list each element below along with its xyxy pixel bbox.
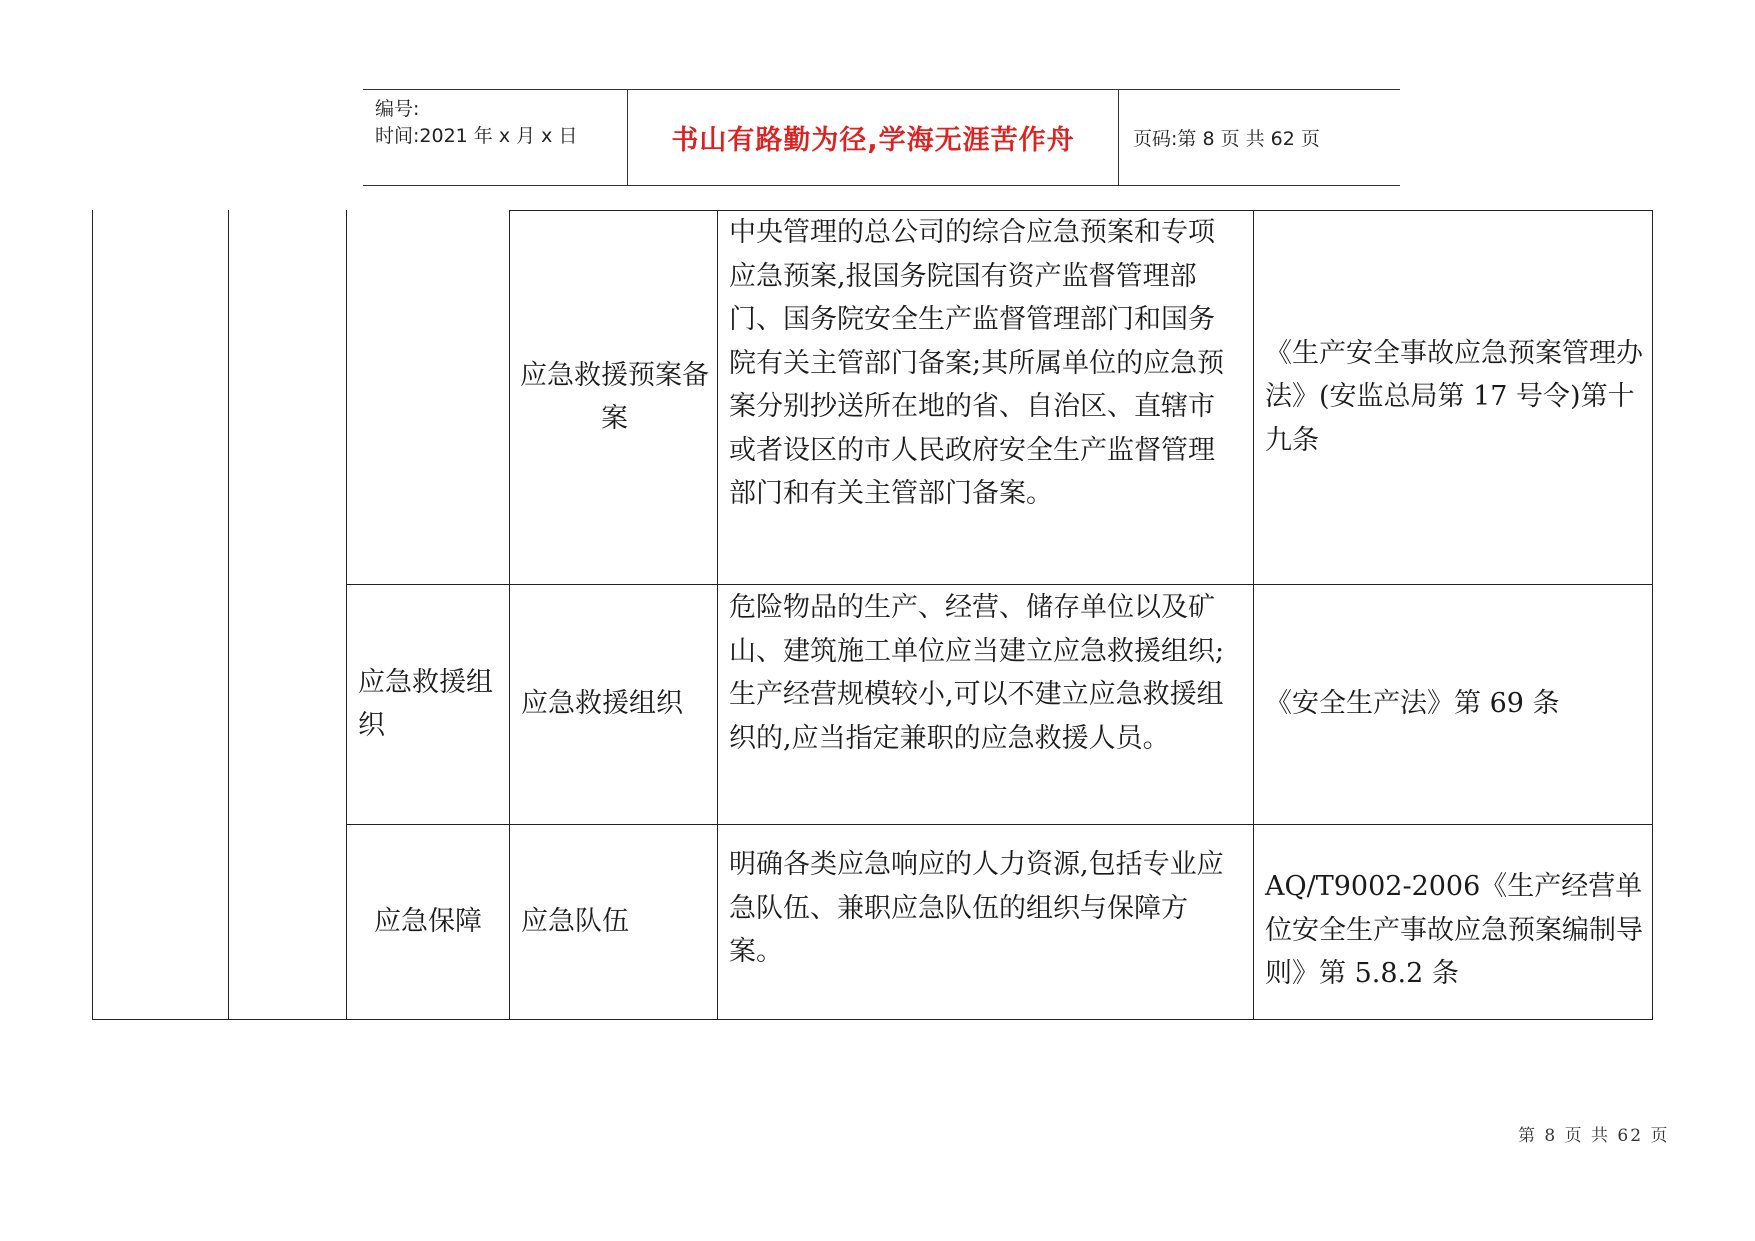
basis-text: 《安全生产法》第 69 条 [1265,688,1560,720]
category-text: 应急救援组织 [358,666,493,741]
column-divider [1253,210,1254,1020]
header-motto-cell [628,90,1119,185]
table-row [517,210,712,584]
basis-text: 《生产安全事故应急预案管理办法》(安监总局第 17 号令)第十九条 [1265,337,1643,456]
item-text: 应急救援组织 [521,688,683,720]
basis-cell [1265,210,1645,584]
header-motto: 书山有路勤为径,学海无涯苦作舟 [671,125,1075,156]
category-text: 应急保障 [374,905,482,937]
item-cell [521,824,711,1019]
requirement-cell: 危险物品的生产、经营、储存单位以及矿山、建筑施工单位应当建立应急救援组织;生产经营规模较小,可以不建立应急救援组织的,应当指定兼职的应急救援人员。 [729,592,1225,754]
item-cell: 应急救援预案备案 [520,359,709,434]
item-cell [521,584,711,824]
document-number-label: 编号: [375,98,420,120]
header-page-cell [1119,90,1400,185]
table-border-bottom [92,1019,1653,1020]
requirement-cell: 中央管理的总公司的综合应急预案和专项应急预案,报国务院国有资产监督管理部门、国务院安全生产监督管理部门和国务院有关主管部门备案;其所属单位的应急预案分别抄送所在地的省、自治区、直辖市或者设区的市人民政府安全生产监督管理部门和有关主管部门备案。 [729,217,1225,509]
category-cell [348,824,508,1019]
page-footer: 第 8 页 共 62 页 [1518,1126,1670,1146]
column-divider [346,210,347,1020]
requirement-cell: 明确各类应急响应的人力资源,包括专业应急队伍、兼职应急队伍的组织与保障方案。 [729,849,1224,967]
table-border-right [1652,210,1653,1020]
header-page-code: 页码:第 8 页 共 62 页 [1133,128,1320,150]
item-text: 应急队伍 [521,905,629,937]
column-divider [717,210,718,1020]
page-header [363,89,1400,186]
table-border-left [92,210,93,1020]
category-cell [358,584,498,824]
basis-cell: AQ/T9002-2006《生产经营单位安全生产事故应急预案编制导则》第 5.8.2 条 [1265,871,1643,989]
basis-cell [1265,584,1645,824]
column-divider [509,210,510,1020]
header-meta-cell [363,90,628,185]
column-divider [228,210,229,1020]
regulation-table [92,210,1653,1020]
document-time-label: 时间:2021 年 x 月 x 日 [375,125,578,147]
